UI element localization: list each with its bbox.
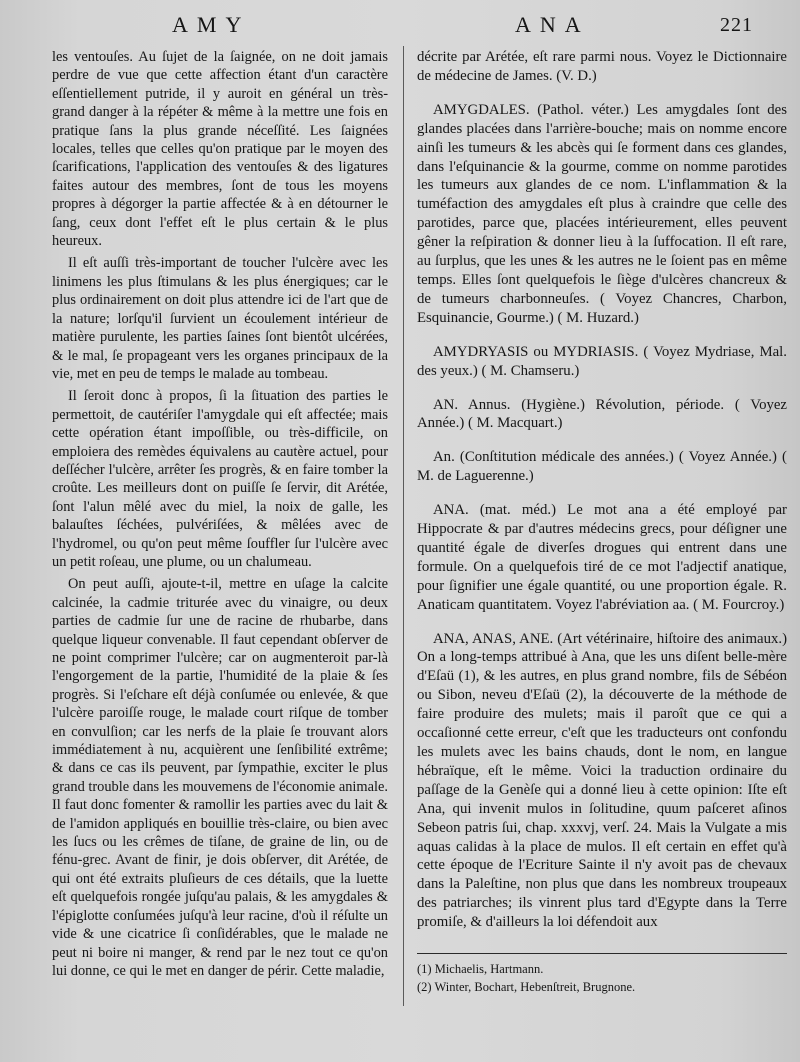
footnote-rule bbox=[417, 953, 787, 954]
entry-an-constitution: An. (Conſtitution médicale des années.) ( Voyez Année.) ( M. de Laguerenne.) bbox=[417, 449, 787, 485]
column-divider bbox=[403, 46, 404, 1006]
footnote: (1) Michaelis, Hartmann. bbox=[417, 962, 544, 976]
running-head-left: AMY bbox=[172, 12, 251, 37]
entry-amydryasis: AMYDRYASIS ou MYDRIASIS. ( Voyez Mydriase, Mal. des yeux.) ( M. Chamseru.) bbox=[417, 343, 787, 379]
entry-ana-anas-ane: ANA, ANAS, ANE. (Art vétérinaire, hiſtoire des animaux.) On a long-temps attribué à Ana, que les uns diſent belle-mère d'Eſaü (1), & les autres, en plus grand nombre, fils de Sébéon ou Sibon, neveu d'Eſaü (2), la découverte de la méthode de faire produire des mulets; mais il paroît que ce qui a occaſionné cette erreur, c'eſt que les traducteurs ont confondu les mulets avec les bains chauds, dont le nom, en langue hébraïque, eſt le même. Voici la traduction ordinaire du paſſage de la Genèſe qui a donné lieu à cette opinion: Iſte eſt Ana, qui invenit mulos in ſolitudine, quum paſceret aſinos Sebeon patris ſui, chap. xxxvj, verſ. 24. Mais la Vulgate a mis aquas calidas à la place de mulos. Il eſt certain en effet qu'à cette époque de l'Ecriture Sainte il n'y avoit pas de chevaux dans la Paleſtine, non plus que dans les nombreux troupeaux des patriarches; ils vinrent plus tard d'Egypte dans la Terre promiſe, & d'ailleurs la loi défendoit aux bbox=[417, 630, 787, 931]
running-head-right: ANA bbox=[515, 12, 590, 37]
left-column bbox=[52, 48, 388, 980]
paragraph: Il ſeroit donc à propos, ſi la ſituation des parties le permettoit, de cautériſer l'amygdale qui eſt affectée; mais cette opération étant impoſſible, ou très-difficile, on emploiera des remèdes équivalens au cautère actuel, pour deſſécher l'ulcère, arrêter ſes progrès, & en faire tomber la croûte. Les meilleurs dont on puiſſe ſe ſervir, dit Arétée, ſont l'alun mêlé avec du miel, la noix de galle, les balauſtes ſéchées, pulvériſées, & mêlées avec de l'hydromel, ou qu'on peut même ſouffler ſur l'ulcère avec un petit roſeau, une plume, ou un chalumeau. bbox=[52, 388, 388, 570]
entry-an-annus: AN. Annus. (Hygiène.) Révolution, période. ( Voyez Année.) ( M. Macquart.) bbox=[417, 396, 787, 432]
footnotes bbox=[417, 960, 787, 996]
page-number: 221 bbox=[720, 14, 753, 36]
entry-ana-mat-med: ANA. (mat. méd.) Le mot ana a été employé par Hippocrate & par d'autres médecins grecs, pour déſigner une quantité égale de diverſes drogues qui entrent dans une formule. On a quelquefois tiré de ce mot l'adjectif anatique, pour ſignifier une égale quantité, ou une proportion égale. R. Anaticam quantitatem. Voyez l'abréviation aa. ( M. Fourcroy.) bbox=[417, 502, 787, 613]
paragraph: On peut auſſi, ajoute-t-il, mettre en uſage la calcite calcinée, la cadmie triturée avec du vinaigre, ou deux parties de cadmie ſur une de racine de rhubarbe, dans quelque liqueur convenable. Il faut cependant obſerver de ne point comprimer l'ulcère; car on augmenteroit par-là l'engorgement de la partie, l'humidité de la plaie & ſes progrès. Si l'eſchare eſt déjà conſumée ou enlevée, & que l'ulcère paroiſſe rouge, le malade court riſque de tomber en convulſion; car les nerfs de la plaie ſe trouvant alors immédiatement à nu, acquièrent une ſenſibilité extrême; & dans ce cas ils peuvent, par ſympathie, exciter le plus grand trouble dans les mouvemens de l'économie animale. Il faut donc fomenter & ramollir les parties avec du lait & de l'amidon appliqués en bouillie très-claire, ou bien avec les ſucs ou les crêmes de tiſane, de graine de lin, ou de fénu-grec. Avant de finir, je dois obſerver, dit Arétée, de qui ont été extraits pluſieurs de ces détails, que la luette eſt quelquefois rongée juſqu'au palais, & les amygdales & l'épiglotte conſumées juſqu'à leur racine, d'où il réſulte un vide & une cicatrice ſi conſidérables, que le malade ne peut ni boire ni manger, & rend par le nez tout ce qu'on lui donne, ce qui le met en danger de périr. Cette maladie, bbox=[52, 576, 388, 979]
paragraph: Il eſt auſſi très-important de toucher l'ulcère avec les linimens les plus ſtimulans & les plus énergiques; car le plus ordinairement on doit plus attendre ici de l'art que de la nature; lorſqu'il ſurvient un écoulement intérieur de matière purulente, les parties ſaines ſont bientôt ulcérées, & le mal, ſe propageant vers les organes principaux de la vie, met en peu de temps le malade au tombeau. bbox=[52, 255, 388, 382]
entry-amygdales: AMYGDALES. (Pathol. véter.) Les amygdales ſont des glandes placées dans l'arrière-bouche; mais on nomme encore ainſi les tumeurs & les abcès qui ſe forment dans ces glandes, dans l'eſquinancie & la gourme, comme on nomme parotides les tumeurs aux glandes de ce nom. L'inflammation & la tuméfaction des amygdales eſt plus à craindre que celle des parotides, parce que, placées intérieurement, elles peuvent gêner la reſpiration & donner lieu à la ſuffocation. Il eſt rare, au ſurplus, que les unes & les autres ne le ſoient pas en même temps. Elles ſont quelquefois le ſiège d'ulcères chancreux & de tumeurs charbonneuſes. ( Voyez Chancres, Charbon, Esquinancie, Gourme.) ( M. Huzard.) bbox=[417, 101, 787, 326]
entry-continuation: décrite par Arétée, eſt rare parmi nous. Voyez le Dictionnaire de médecine de James. (V. D.) bbox=[417, 49, 787, 84]
paragraph: les ventouſes. Au ſujet de la ſaignée, on ne doit jamais perdre de vue que cette affection étant d'un caractère eſſentiellement putride, il y auroit en général un très-grand danger à la répéter & même à la mettre une fois en pratique ſans la plus grande néceſſité. Les ſaignées locales, telles que celles qu'on pratique par le moyen des ſcarifications, l'application des ventouſes & des ligatures faites autour des membres, ſont de tous les moyens propres à dégorger la partie affectée & à en détourner le ſang, ceux dont l'effet eſt le plus certain & le plus heureux. bbox=[52, 49, 388, 250]
footnote: (2) Winter, Bochart, Hebenſtreit, Brugnone. bbox=[417, 980, 636, 994]
running-head bbox=[0, 12, 800, 42]
right-column bbox=[417, 48, 787, 947]
